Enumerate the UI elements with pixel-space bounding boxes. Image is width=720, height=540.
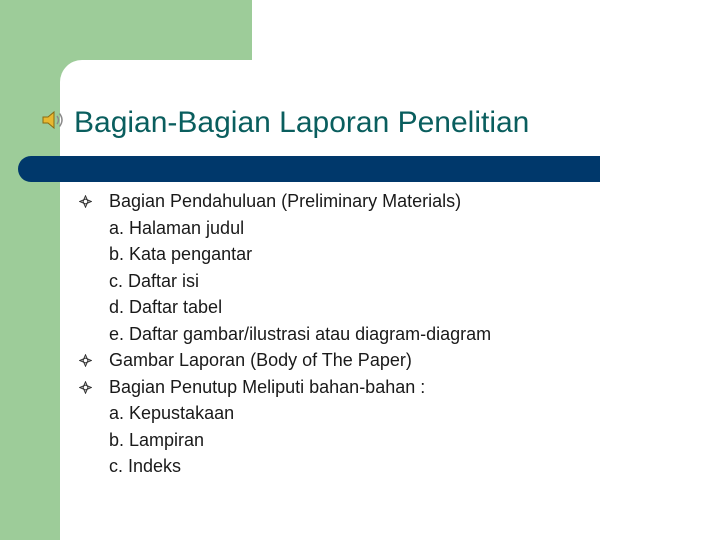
list-item-text: d. Daftar tabel [109,297,223,317]
list-item-text: a. Kepustakaan [109,403,235,423]
list-item-text: c. Indeks [109,456,182,476]
list-item [0,215,720,242]
list-item [0,294,720,321]
list-item-text: e. Daftar gambar/ilustrasi atau diagram-diagram [109,323,492,344]
list-item [0,241,720,268]
speaker-icon[interactable] [40,108,66,132]
list-item-text: Bagian Pendahuluan (Preliminary Materials) [109,191,462,211]
slide-title: Bagian-Bagian Laporan Penelitian [74,106,530,139]
list-item [0,268,720,295]
list-item-text: a. Halaman judul [109,217,245,238]
diamond-bullet-icon [79,354,92,367]
content-list [0,188,720,480]
list-item [0,427,720,454]
list-item [0,453,720,480]
list-item [0,400,720,427]
list-item-text: b. Kata pengantar [109,244,253,264]
list-item-text: c. Daftar isi [109,270,200,291]
diamond-bullet-icon [79,381,92,394]
list-item-text: b. Lampiran [109,429,205,450]
diamond-bullet-icon [79,195,92,208]
list-item [0,321,720,348]
list-item [0,188,720,215]
title-divider-bar [18,156,600,182]
list-item-text: Gambar Laporan (Body of The Paper) [109,350,412,370]
list-item-text: Bagian Penutup Meliputi bahan-bahan : [109,376,426,397]
list-item [0,374,720,401]
list-item [0,347,720,374]
